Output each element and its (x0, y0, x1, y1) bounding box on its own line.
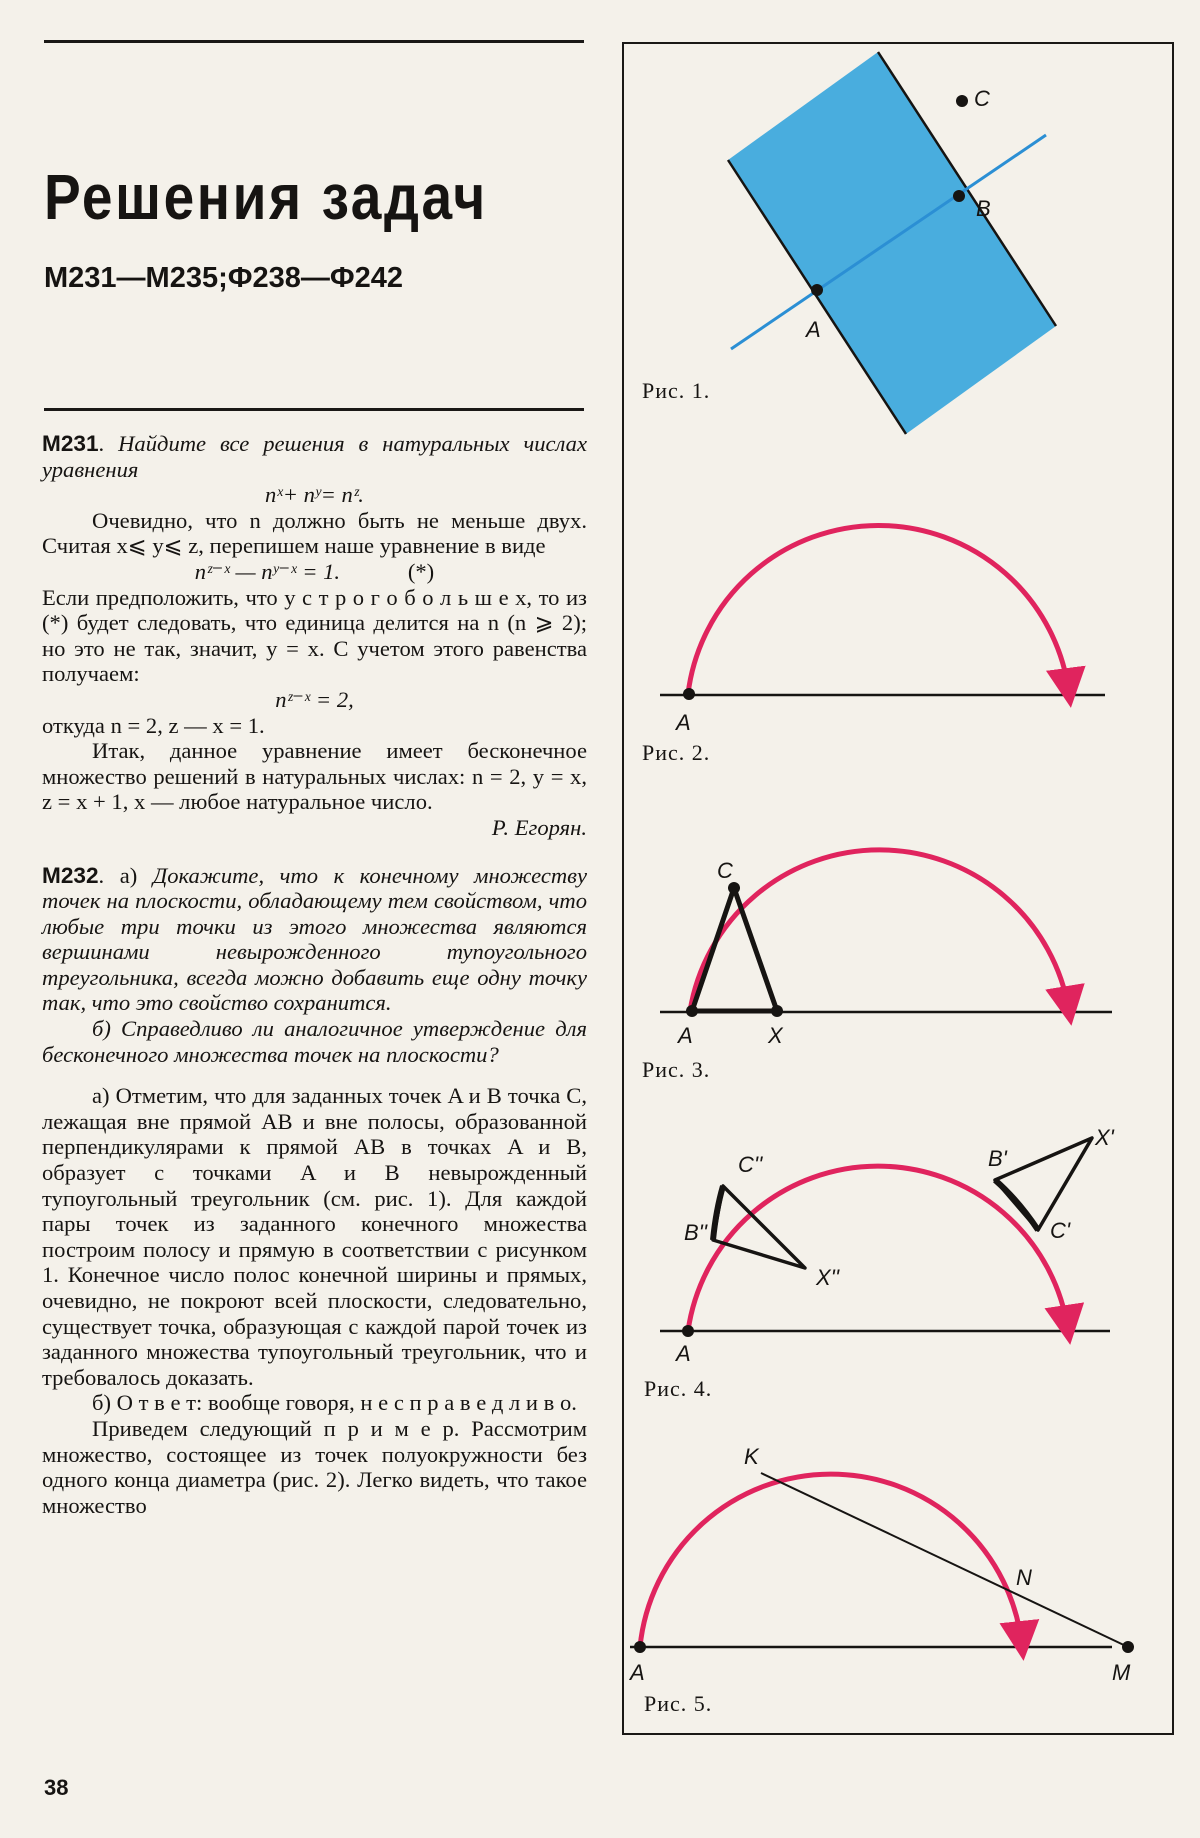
label-a: A (630, 1660, 645, 1685)
paragraph: откуда n = 2, z — x = 1. (42, 712, 265, 738)
equation: nᶻ⁻ˣ = 2, (275, 686, 354, 712)
caption: Рис. 3. (642, 1057, 711, 1082)
label-b2: B'' (684, 1220, 708, 1245)
label-x2: X'' (816, 1265, 840, 1290)
semicircle-arc (688, 525, 1069, 694)
m232-statement: М232. а) Докажите, что к конечному множеству точек на плоскости, обладающему тем свойством, что любые три точки из этого множества являются вершинами невырожденного тупоугольного треугольника, всегда можно добавить еще одну точку так, что это свойство сохранится. (42, 862, 588, 1016)
point-a (811, 284, 823, 296)
equation-body: nᶻ⁻ˣ — nʸ⁻ˣ = 1. (194, 558, 341, 584)
figure-3 (642, 850, 1112, 1082)
equation-tag: (*) (407, 558, 435, 584)
label-c: C (717, 858, 733, 883)
equation: nˣ+ nʸ= nᶻ. (265, 482, 364, 508)
problem-text: Докажите, что к конечному множеству точек на плоскости, обладающему тем свойством, что любые три точки из этого множества являются вершинами невырожденного тупоугольного треугольника, всегда можно добавить еще одну точку так, что это свойство сохранится. (42, 862, 588, 1016)
m231-statement: М231. Найдите все решения в натуральных числах уравнения (42, 431, 588, 482)
point-a (634, 1641, 646, 1653)
label-n: N (1016, 1565, 1032, 1590)
caption: Рис. 2. (642, 740, 711, 765)
triangle-double-primed (713, 1186, 805, 1268)
label-b1: B' (988, 1146, 1007, 1171)
part-marker: а) (119, 862, 138, 888)
label-k: K (744, 1444, 759, 1469)
secant-km (761, 1473, 1128, 1647)
label-a: A (676, 710, 691, 735)
label-x1: X' (1095, 1125, 1114, 1150)
point-a (682, 1325, 694, 1337)
point-a (686, 1005, 698, 1017)
point-a (683, 688, 695, 700)
label-m: M (1112, 1660, 1131, 1685)
paragraph: б) О т в е т: вообще говоря, н е с п р а в е д л и в о. (92, 1390, 577, 1416)
point-x (771, 1005, 783, 1017)
paragraph: Итак, данное уравнение имеет бесконечное множество решений в натуральных числах: n = 2, y = x, z = x + 1, x — любое натуральное число. (42, 738, 587, 815)
arc-highlight-cb (713, 1186, 723, 1240)
triangle-acx (692, 888, 777, 1011)
paragraph: Если предположить, что y с т р о г о б о л ь ш е x, то из (*) будет следовать, что единица делится на n (n ⩾ 2); но это не так, значит, y = x. С учетом этого равенства получаем: (42, 584, 587, 687)
point-m (1122, 1641, 1134, 1653)
figure-2 (642, 525, 1105, 765)
point-b (953, 190, 965, 202)
caption: Рис. 4. (644, 1376, 713, 1401)
label-a: A (678, 1023, 693, 1048)
figure-1 (642, 52, 1056, 434)
author-signature: Р. Егорян. (491, 814, 587, 840)
figure-4 (644, 1125, 1115, 1401)
caption: Рис. 5. (644, 1691, 713, 1716)
label-c: C (974, 86, 990, 111)
label-a: A (806, 317, 821, 342)
label-a: A (676, 1341, 691, 1366)
figure-5 (628, 1444, 1134, 1716)
label-c1: C' (1050, 1218, 1071, 1243)
label-c2: C'' (738, 1152, 763, 1177)
paragraph: Приведем следующий п р и м е р. Рассмотрим множество, состоящее из точек полуокружности без одного конца диаметра (рис. 2). Легко видеть, что такое множество (42, 1415, 587, 1518)
problem-text: Найдите все решения в натуральных числах уравнения (42, 431, 588, 482)
point-c (956, 95, 968, 107)
semicircle-arc (640, 1474, 1022, 1647)
label-x: X (768, 1023, 783, 1048)
caption: Рис. 1. (642, 378, 711, 403)
problem-number: М231 (42, 431, 99, 456)
paragraph: а) Отметим, что для заданных точек A и B точка C, лежащая вне прямой AB и вне полосы, образованной перпендикулярами к прямой AB в точках A и B, образует с точками A и B невырожденный тупоугольный треугольник (см. рис. 1). Для каждой пары точек из заданного конечного множества построим полосу и прямую в соответствии с рисунком 1. Конечное число полос конечной ширины и прямых, очевидно, не покроют всей плоскости, следовательно, существует точка, образующая с каждой парой точек из заданного множества тупоугольный треугольник, что и требовалось доказать. (42, 1083, 587, 1390)
point-c (728, 882, 740, 894)
paragraph: Очевидно, что n должно быть не меньше двух. Считая x⩽ y⩽ z, перепишем наше уравнение в виде (42, 507, 587, 559)
problem-text: б) Справедливо ли аналогичное утверждение для бесконечного множества точек на плоскости? (42, 1016, 587, 1067)
problem-number: М232 (42, 862, 99, 888)
problem-range: М231—М235;Ф238—Ф242 (44, 262, 404, 294)
page-number: 38 (44, 1775, 69, 1800)
strip (728, 52, 1056, 434)
label-b: B (976, 196, 991, 221)
page-title: Решения задач (44, 161, 488, 233)
